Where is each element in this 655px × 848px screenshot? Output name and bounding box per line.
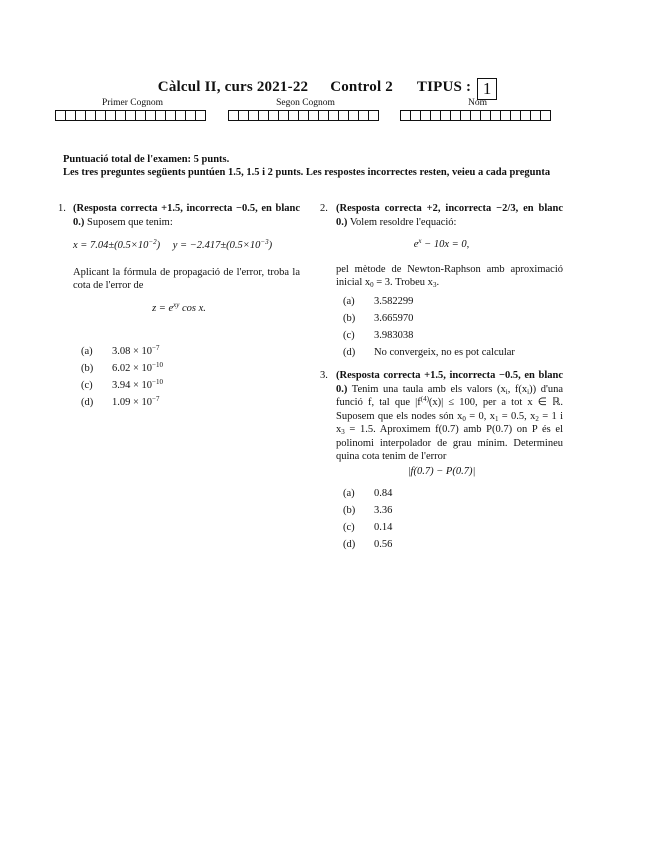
- q1-number: 1.: [58, 203, 66, 214]
- first-surname-boxes[interactable]: [55, 110, 205, 121]
- second-surname-boxes[interactable]: [228, 110, 378, 121]
- question-2: [320, 202, 563, 362]
- q3-scoring: (Resposta correcta +1.5, incorrecta −0.5, en blanc 0.): [336, 370, 563, 395]
- q1-option-b[interactable]: (b) $6.02 \times 10^{-10}$: [81, 360, 163, 374]
- field-label-name: Nom: [468, 98, 487, 108]
- exam-title: [0, 78, 655, 100]
- q1-text: Suposem que tenim:: [87, 216, 173, 228]
- q1-option-d[interactable]: (d) $1.09 \times 10^{-7}$: [81, 394, 160, 408]
- q3-number: 3.: [320, 370, 328, 381]
- q2-text: Volem resoldre l'equació:: [349, 216, 457, 228]
- course-title: Càlcul II, curs 2021-22: [157, 79, 309, 95]
- q1-option-a[interactable]: (a) $3.08 \times 10^{-7}$: [81, 343, 160, 357]
- question-3: [320, 369, 563, 553]
- name-boxes[interactable]: [400, 110, 550, 121]
- q3-option-b[interactable]: (b) 3.36: [343, 504, 393, 516]
- exam-name: Control 2: [330, 79, 393, 95]
- q1-values: $x = 7.04\pm(0.5\times 10^{-2}) y = -2.417\pm(0.5\times 10^{-3})$: [73, 238, 273, 251]
- q2-text2: pel mètode de Newton-Raphson amb aproximació inicial $x_0 = 3$. Trobeu $x_3$.: [336, 263, 563, 289]
- q3-body: (Resposta correcta +1.5, incorrecta −0.5, en blanc 0.) Tenim una taula amb els valors ($x_i$, $f(x_i)$) d'una funció f, tal que $|f^{(4)}(x)| \le 100$, per a tot x ∈ ℝ. Suposem que els nodes són $x_0 = 0$, $x_1 = 0.5$, $x_2 = 1$ i $x_3 = 1.5$. Aproximem f(0.7) amb P(0.7) on P és el polinomi interpolador de grau mínim. Determineu quina cota tenim de l'error: [336, 370, 564, 462]
- q1-options: [81, 343, 300, 411]
- q2-option-a[interactable]: (a) 3.582299: [343, 296, 414, 308]
- q1-scoring: (Resposta correcta +1.5, incorrecta −0.5, en blanc 0.): [73, 203, 300, 228]
- q2-option-d[interactable]: (d) No convergeix, no es pot calcular: [343, 347, 515, 359]
- field-label-first-surname: Primer Cognom: [102, 98, 163, 108]
- q2-scoring: (Resposta correcta +2, incorrecta −2/3, en blanc 0.): [336, 203, 563, 228]
- q2-option-c[interactable]: (c) 3.983038: [343, 330, 414, 342]
- scoring-note: Les tres preguntes següents puntúen 1.5, 1.5 i 2 punts. Les respostes incorrectes resten, veieu a cada pregunta: [63, 167, 551, 178]
- tipus-value-box: 1: [477, 78, 497, 100]
- q1-text2: Aplicant la fórmula de propagació de l'error, troba la cota de l'error de: [73, 266, 300, 291]
- total-score: Puntuació total de l'examen: 5 punts.: [63, 154, 230, 165]
- q1-option-c[interactable]: (c) $3.94 \times 10^{-10}$: [81, 377, 163, 391]
- question-1: [58, 202, 300, 411]
- q2-options: [343, 294, 563, 362]
- q3-option-d[interactable]: (d) 0.56: [343, 538, 393, 550]
- q2-number: 2.: [320, 203, 328, 214]
- q3-option-c[interactable]: (c) 0.14: [343, 521, 393, 533]
- field-label-second-surname: Segon Cognom: [276, 98, 335, 108]
- q3-error-expr: |f(0.7) − P(0.7)|: [407, 465, 476, 477]
- q3-options: [343, 485, 563, 553]
- q1-formula: $z = e^{xy}$ cos x.: [152, 300, 206, 314]
- q3-option-a[interactable]: (a) 0.84: [343, 487, 393, 499]
- q2-equation: $e^x - 10x = 0$,: [413, 237, 470, 250]
- tipus-label: TIPUS :: [416, 79, 472, 95]
- q2-option-b[interactable]: (b) 3.665970: [343, 313, 414, 325]
